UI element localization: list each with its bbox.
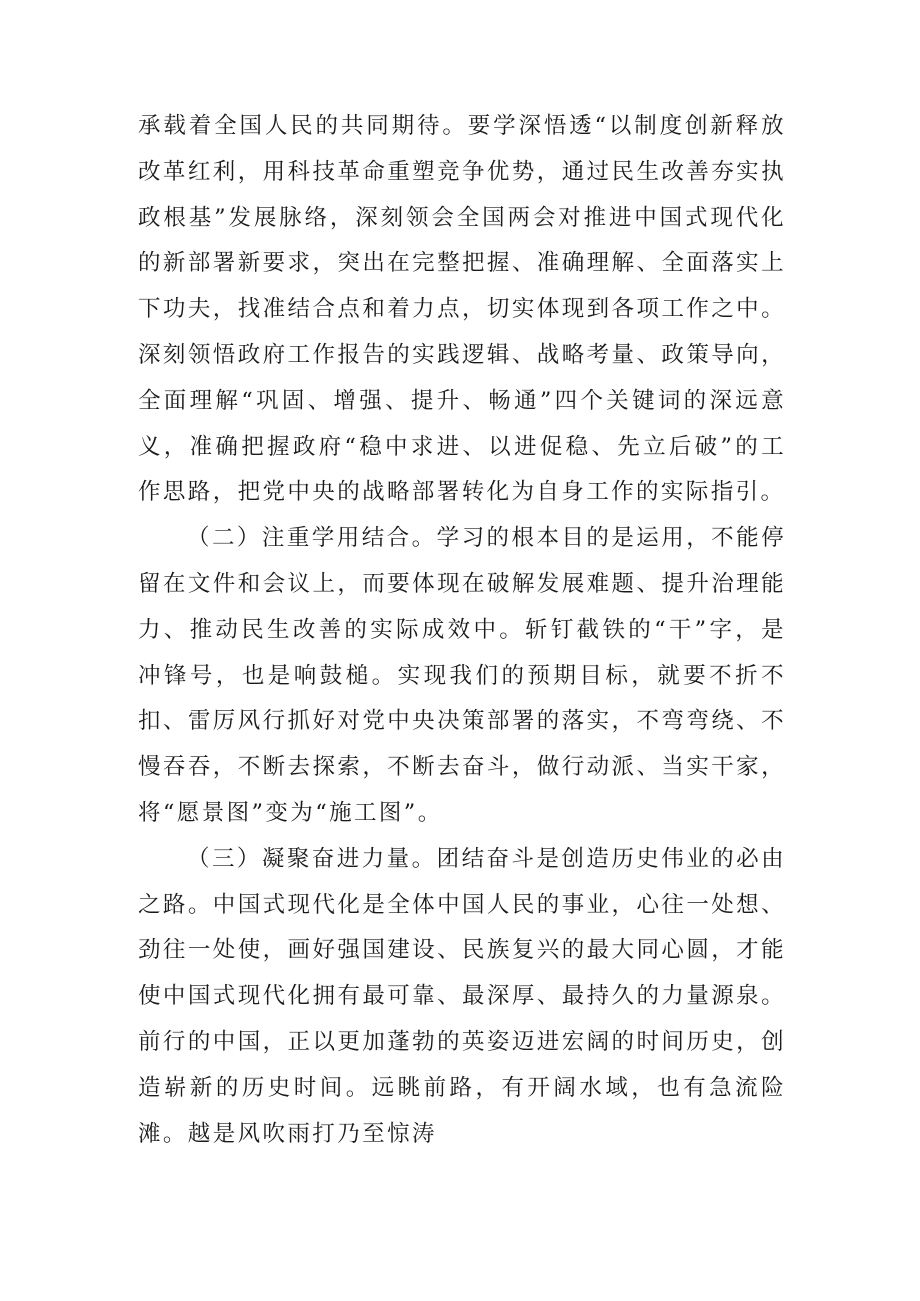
paragraph-continuation: 承载着全国人民的共同期待。要学深悟透“以制度创新释放改革红利，用科技革命重塑竞争优势，通过民生改善夯实执政根基”发展脉络，深刻领会全国两会对推进中国式现代化的新部署新要求，突出在完整把握、准确理解、全面落实上下功夫，找准结合点和着力点，切实体现到各项工作之中。深刻领悟政府工作报告的实践逻辑、战略考量、政策导向，全面理解“巩固、增强、提升、畅通”四个关键词的深远意义，准确把握政府“稳中求进、以进促稳、先立后破”的工作思路，把党中央的战略部署转化为自身工作的实际指引。 [138,113,787,506]
document-body [138,104,786,1157]
paragraph-section-2: （二）注重学用结合。学习的根本目的是运用，不能停留在文件和会议上，而要体现在破解发展难题、提升治理能力、推动民生改善的实际成效中。斩钉截铁的“干”字，是冲锋号，也是响鼓槌。实现我们的预期目标，就要不折不扣、雷厉风行抓好对党中央决策部署的落实，不弯弯绕、不慢吞吞，不断去探索，不断去奋斗，做行动派、当实干家，将“愿景图”变为“施工图”。 [138,525,786,826]
paragraph-section-3: （三）凝聚奋进力量。团结奋斗是创造历史伟业的必由之路。中国式现代化是全体中国人民的事业，心往一处想、劲往一处使，画好强国建设、民族复兴的最大同心圆，才能使中国式现代化拥有最可靠、最深厚、最持久的力量源泉。前行的中国，正以更加蓬勃的英姿迈进宏阔的时间历史，创造崭新的历史时间。远眺前路，有开阔水域，也有急流险滩。越是风吹雨打乃至惊涛 [138,845,786,1147]
